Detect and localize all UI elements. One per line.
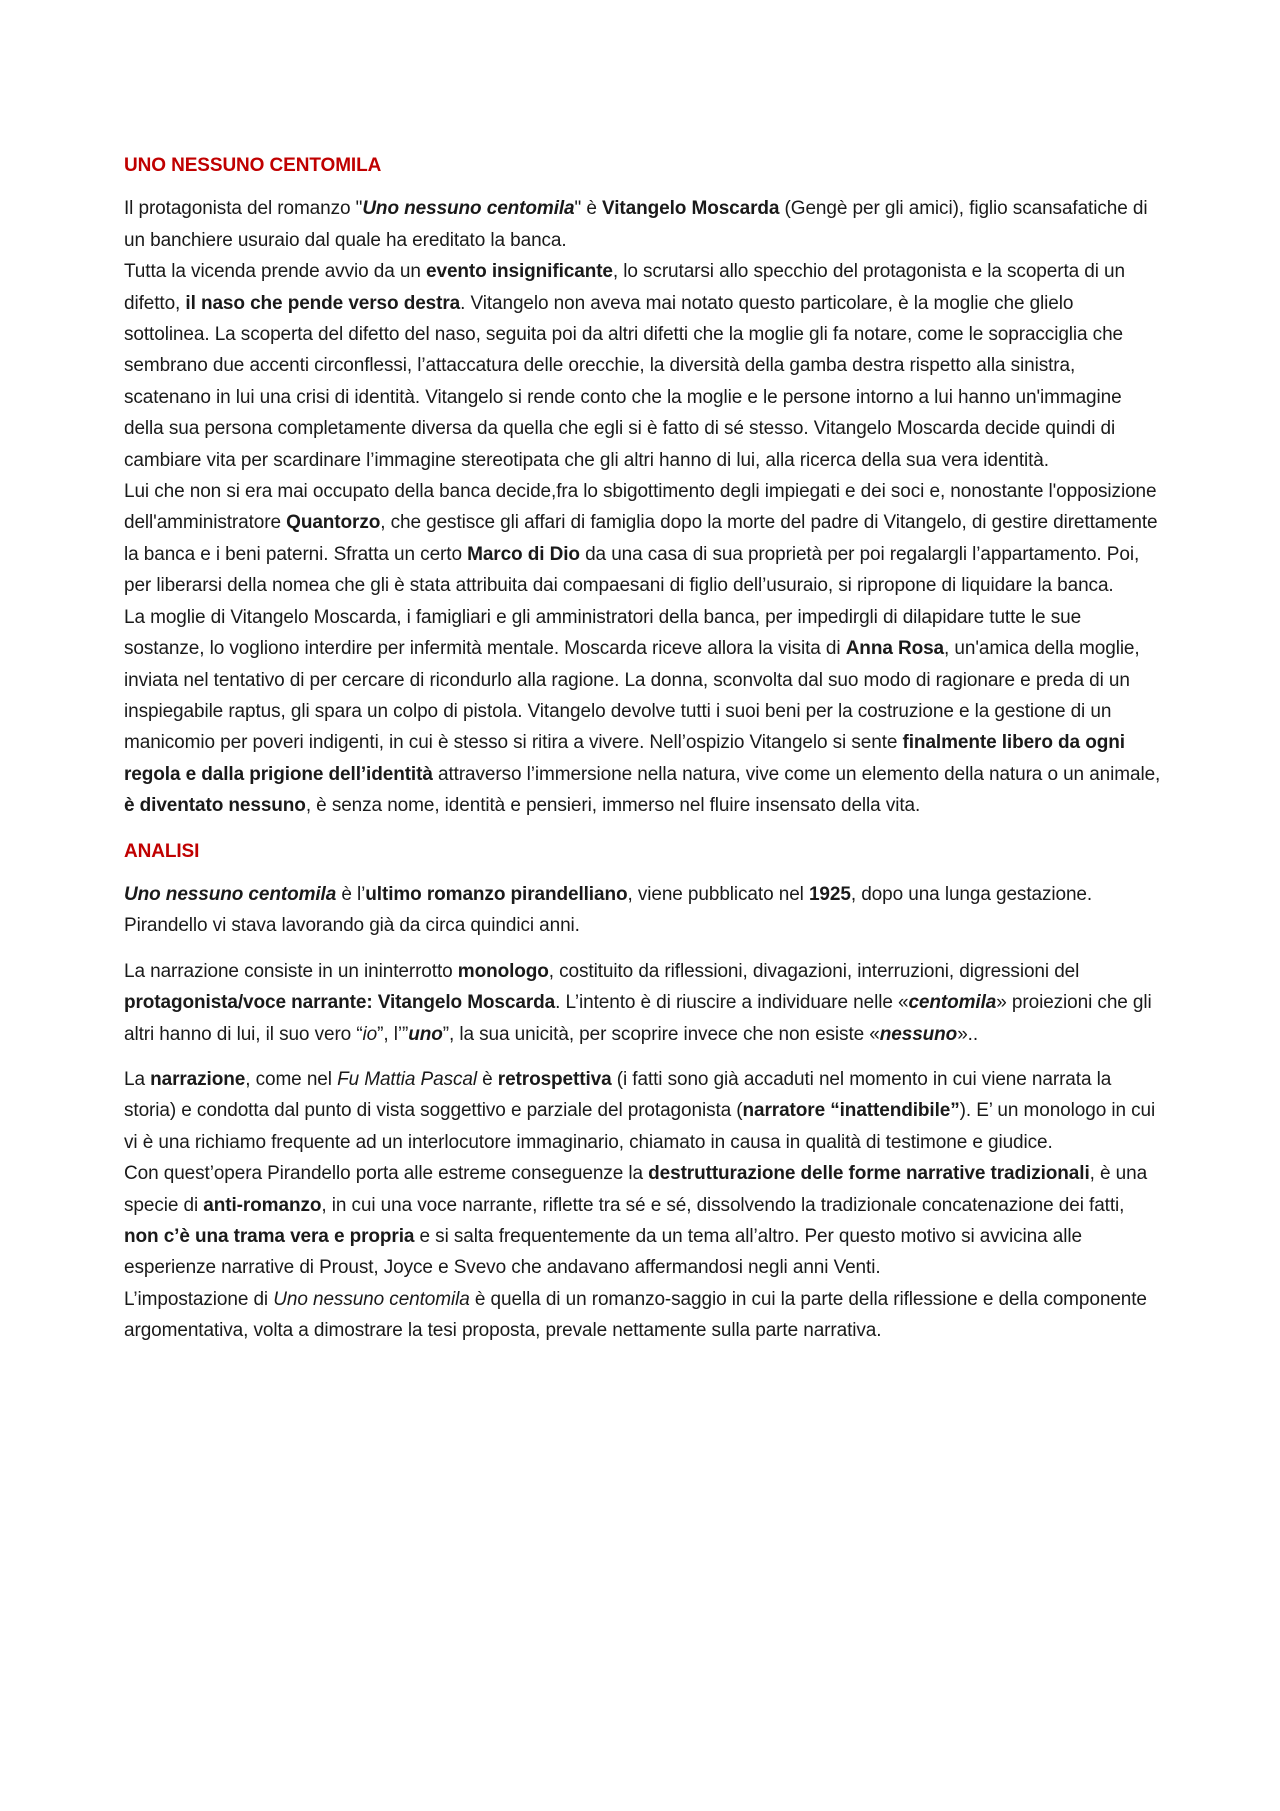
analysis-heading: ANALISI <box>124 840 200 862</box>
text-run: . L’intento è di riuscire a individuare nelle « <box>555 992 909 1014</box>
text-run: ».. <box>957 1023 979 1045</box>
bold-text: finalmente libero da ogni regola e dalla prigione dell’identità <box>124 732 1125 785</box>
bold-text: evento insignificante <box>426 261 613 283</box>
bold-text: narratore “inattendibile” <box>742 1100 960 1122</box>
italic-text: Fu Mattia Pascal <box>337 1068 477 1090</box>
text-run: La <box>124 1068 151 1090</box>
text-run: è quella di un romanzo-saggio in cui la parte della riflessione e della componente argomentativa, volta a dimostrare la tesi proposta, prevale nettamente sulla parte narrativa. <box>124 1288 1147 1342</box>
analysis-paragraph <box>124 1064 1164 1158</box>
text-run: è <box>476 1068 498 1090</box>
text-run: , viene pubblicato nel <box>627 883 809 905</box>
bold-italic-text: Uno nessuno centomila <box>124 883 337 905</box>
text-run: , in cui una voce narrante, riflette tra sé e sé, dissolvendo la tradizionale concatenazione dei fatti, <box>321 1194 1125 1216</box>
text-run: , come nel <box>245 1068 338 1090</box>
bold-text: Quantorzo <box>286 512 381 534</box>
bold-text: monologo <box>457 960 549 982</box>
text-run: Lui che non si era mai occupato della banca decide,fra lo sbigottimento degli impiegati e dei soci e, nonostante l'opposizione dell'amministratore <box>124 481 1157 534</box>
text-run: (i fatti sono già accaduti nel momento in cui viene narrata la storia) e condotta dal punto di vista soggettivo e parziale del protagonista ( <box>124 1068 1112 1122</box>
text-run: L’impostazione di <box>124 1288 274 1310</box>
text-run: Il protagonista del romanzo " <box>124 198 363 220</box>
italic-text: io <box>362 1023 378 1045</box>
summary-paragraph <box>124 602 1164 822</box>
summary-paragraph <box>124 193 1164 256</box>
italic-text: Uno nessuno centomila <box>273 1288 470 1310</box>
bold-text: è diventato nessuno <box>124 795 306 817</box>
analysis-paragraph <box>124 1284 1164 1347</box>
analysis-paragraph <box>124 956 1164 1050</box>
text-run: La moglie di Vitangelo Moscarda, i famigliari e gli amministratori della banca, per impedirgli di dilapidare tutte le sue sostanze, lo vogliono interdire per infermità mentale. Moscarda riceve allora la visita di <box>124 606 1082 660</box>
bold-text: Marco di Dio <box>467 543 580 565</box>
emphasis <box>408 1024 443 1045</box>
summary-paragraph <box>124 476 1164 602</box>
bold-text: anti-romanzo <box>203 1194 322 1216</box>
bold-text: non c’è una trama vera e propria <box>124 1226 415 1247</box>
text-run: ). E’ un monologo in cui vi è una richiamo frequente ad un interlocutore immaginario, chiamato in causa in qualità di testimone e giudice. <box>124 1100 1156 1153</box>
text-run: , costituito da riflessioni, divagazioni, interruzioni, digressioni del <box>548 960 1080 982</box>
text-run: Tutta la vicenda prende avvio da un <box>124 261 427 283</box>
bold-text: ultimo romanzo pirandelliano <box>365 883 628 905</box>
text-run: , che gestisce gli affari di famiglia dopo la morte del padre di Vitangelo, di gestire direttamente la banca e i beni paterni. Sfratta un certo <box>124 512 1158 565</box>
text-run: ”, la sua unicità, per scoprire invece che non esiste « <box>442 1023 880 1045</box>
summary-paragraph <box>124 256 1164 476</box>
analysis-paragraph <box>124 879 1164 942</box>
text-run: è l’ <box>336 883 366 905</box>
bold-italic-text: Uno nessuno centomila <box>362 198 575 220</box>
text-run: . Vitangelo non aveva mai notato questo particolare, è la moglie che glielo sottolinea. La scoperta del difetto del naso, seguita poi da altri difetti che la moglie gli fa notare, come le sopracciglia che sembrano due accenti circonflessi, l’attaccatura delle orecchie, la diversità della gamba destra rispetto alla sinistra, scatenano in lui una crisi di identità. Vitangelo si rende conto che la moglie e le persone intorno a lui hanno un'immagine della sua persona completamente diversa da quella che egli si è fatto di sé stesso. Vitangelo Moscarda decide quindi di cambiare vita per scardinare l’immagine stereotipata che gli altri hanno di lui, alla ricerca della sua vera identità. <box>124 292 1124 471</box>
bold-italic-text: uno <box>408 1023 443 1045</box>
bold-text: retrospettiva <box>497 1068 612 1090</box>
bold-text: il naso che pende verso destra <box>185 292 461 314</box>
analysis-paragraph <box>124 1158 1164 1284</box>
bold-text: 1925 <box>808 883 851 905</box>
text-run: , dopo una lunga gestazione. Pirandello vi stava lavorando già da circa quindici anni. <box>124 883 1093 937</box>
bold-text: narrazione <box>150 1068 246 1090</box>
text-run: " è <box>574 198 603 220</box>
text-run: e si salta frequentemente da un tema all’altro. Per questo motivo si avvicina alle esperienze narrative di Proust, Joyce e Svevo che andavano affermandosi negli anni Venti. <box>124 1226 1082 1279</box>
bold-italic-text: nessuno <box>879 1023 958 1045</box>
text-run: , un'amica della moglie, inviata nel tentativo di per cercare di ricondurlo alla ragione. La donna, sconvolta dal suo modo di ragionare e preda di un inspiegabile raptus, gli spara un colpo di pistola. Vitangelo devolve tutti i suoi beni per la costruzione e la gestione di un manicomio per poveri indigenti, in cui è stesso si ritira a vivere. Nell’ospizio Vitangelo si sente <box>124 638 1140 754</box>
text-run: , è una specie di <box>124 1163 1148 1216</box>
text-run: , è senza nome, identità e pensieri, immerso nel fluire insensato della vita. <box>305 795 921 817</box>
text-run: La narrazione consiste in un ininterrotto <box>124 960 458 982</box>
emphasis <box>880 1024 957 1045</box>
bold-text: destrutturazione delle forme narrative tradizionali <box>648 1163 1090 1185</box>
emphasis <box>362 198 574 219</box>
document-title: UNO NESSUNO CENTOMILA <box>124 155 382 176</box>
text-run: da una casa di sua proprietà per poi regalargli l’appartamento. Poi, per liberarsi della nomea che gli è stata attribuita dai compaesani di figlio dell’usuraio, si ripropone di liquidare la banca. <box>124 543 1140 597</box>
text-run: , lo scrutarsi allo specchio del protagonista e la scoperta di un difetto, <box>124 261 1125 314</box>
plot-summary <box>124 193 1164 821</box>
text-run: attraverso l’immersione nella natura, vive come un elemento della natura o un animale, <box>432 763 1161 785</box>
emphasis <box>124 884 336 905</box>
document-page <box>124 150 1164 1347</box>
text-run: Con quest’opera Pirandello porta alle estreme conseguenze la <box>124 1163 649 1185</box>
bold-text: protagonista/voce narrante: Vitangelo Moscarda <box>124 992 556 1014</box>
bold-italic-text: centomila <box>908 992 997 1014</box>
analysis-section <box>124 879 1164 1347</box>
text-run: » proiezioni che gli altri hanno di lui, il suo vero “ <box>124 992 1152 1045</box>
text-run: ”, l’” <box>377 1023 409 1045</box>
bold-text: Anna Rosa <box>845 638 945 660</box>
bold-text: Vitangelo Moscarda <box>602 198 780 220</box>
text-run: (Gengè per gli amici), figlio scansafatiche di un banchiere usuraio dal quale ha ereditato la banca. <box>124 198 1148 251</box>
emphasis <box>908 992 996 1013</box>
